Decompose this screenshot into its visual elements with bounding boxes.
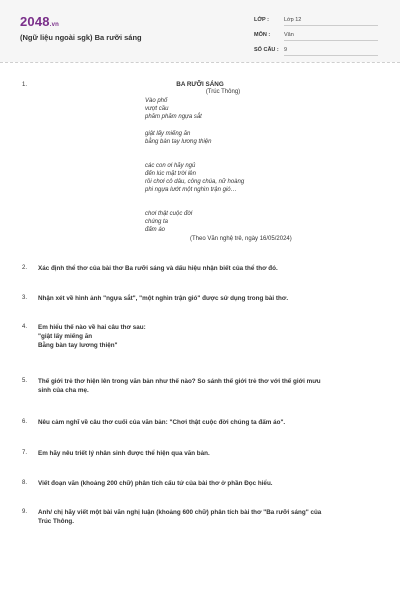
question-number: 4. [22,324,28,330]
poem-line: phi ngựa lướt một nghìn trận gió… [145,187,237,193]
class-label: LỚP : [254,17,269,23]
question-number: 3. [22,295,28,301]
question-text: Em hiểu thế nào về hai câu thơ sau: [38,324,146,331]
question-text: Nhận xét về hình ảnh "ngựa sắt", "một nghìn trận gió" được sử dụng trong bài thơ. [38,295,289,302]
poem-line: phăm phăm ngựa sắt [145,114,202,120]
question-count-value: 9 [284,47,378,56]
poem-line: bằng bàn tay lương thiện [145,139,212,145]
poem-line: vượt cầu [145,106,169,112]
question-text: Viết đoạn văn (khoảng 200 chữ) phân tích cấu tứ của bài thơ ở phần Đọc hiểu. [38,480,273,487]
poem-line: đấm áo [145,227,166,233]
poem-line: các con ơi hãy ngủ [145,163,196,169]
logo-domain: .vn [49,22,60,28]
poem-source: (Theo Văn nghệ trẻ, ngày 16/05/2024) [190,236,292,242]
question-text: Xác định thể thơ của bài thơ Ba rưỡi sáng và dấu hiệu nhận biết của thể thơ đó. [38,265,278,272]
poem-line: chúng ta [145,219,169,225]
question-number: 5. [22,378,28,384]
question-number: 6. [22,419,28,425]
question-number: 1. [22,82,28,88]
question-text: Nêu cảm nghĩ về câu thơ cuối của văn bản: "Chơi thật cuộc đời chúng ta đấm áo". [38,419,286,426]
poem-title: BA RƯỠI SÁNG [176,81,224,88]
question-number: 7. [22,450,28,456]
logo-main: 2048 [20,14,50,29]
question-number: 8. [22,480,28,486]
poem-line: giật lấy miếng ăn [145,131,191,137]
poem-line: đến lúc mặt trời lên [145,171,196,177]
subject-value: Văn [284,32,378,41]
poem-line: rồi chơi cô dâu, công chúa, nữ hoàng [145,179,245,185]
question-count-label: SỐ CÂU : [254,47,279,53]
class-value: Lớp 12 [284,17,378,26]
subject-label: MÔN : [254,32,271,38]
poem-line: chơi thật cuộc đời [145,211,193,217]
question-text: Anh/ chị hãy viết một bài văn nghị luận (khoảng 600 chữ) phân tích bài thơ "Ba rưỡi sáng" của [38,509,322,516]
poem-author: (Trúc Thông) [205,89,241,95]
worksheet-title: (Ngữ liệu ngoài sgk) Ba rưỡi sáng [20,33,142,42]
question-text: sinh của cha mẹ. [38,387,89,394]
question-text: Em hãy nêu triết lý nhân sinh được thể hiện qua văn bản. [38,450,210,457]
question-number: 2. [22,265,28,271]
question-text: Thế giới trẻ thơ hiện lên trong văn bản như thế nào? So sánh thế giới trẻ thơ với thế giới mưu [38,378,321,385]
header-divider [0,62,400,63]
question-number: 9. [22,509,28,515]
site-logo[interactable] [20,14,59,29]
question-text: Bằng bàn tay lương thiện" [38,342,118,349]
poem-line: Vào phố [145,98,168,104]
worksheet-header [0,0,400,62]
question-text: "giật lấy miếng ăn [38,333,93,340]
question-text: Trúc Thông. [38,518,75,525]
